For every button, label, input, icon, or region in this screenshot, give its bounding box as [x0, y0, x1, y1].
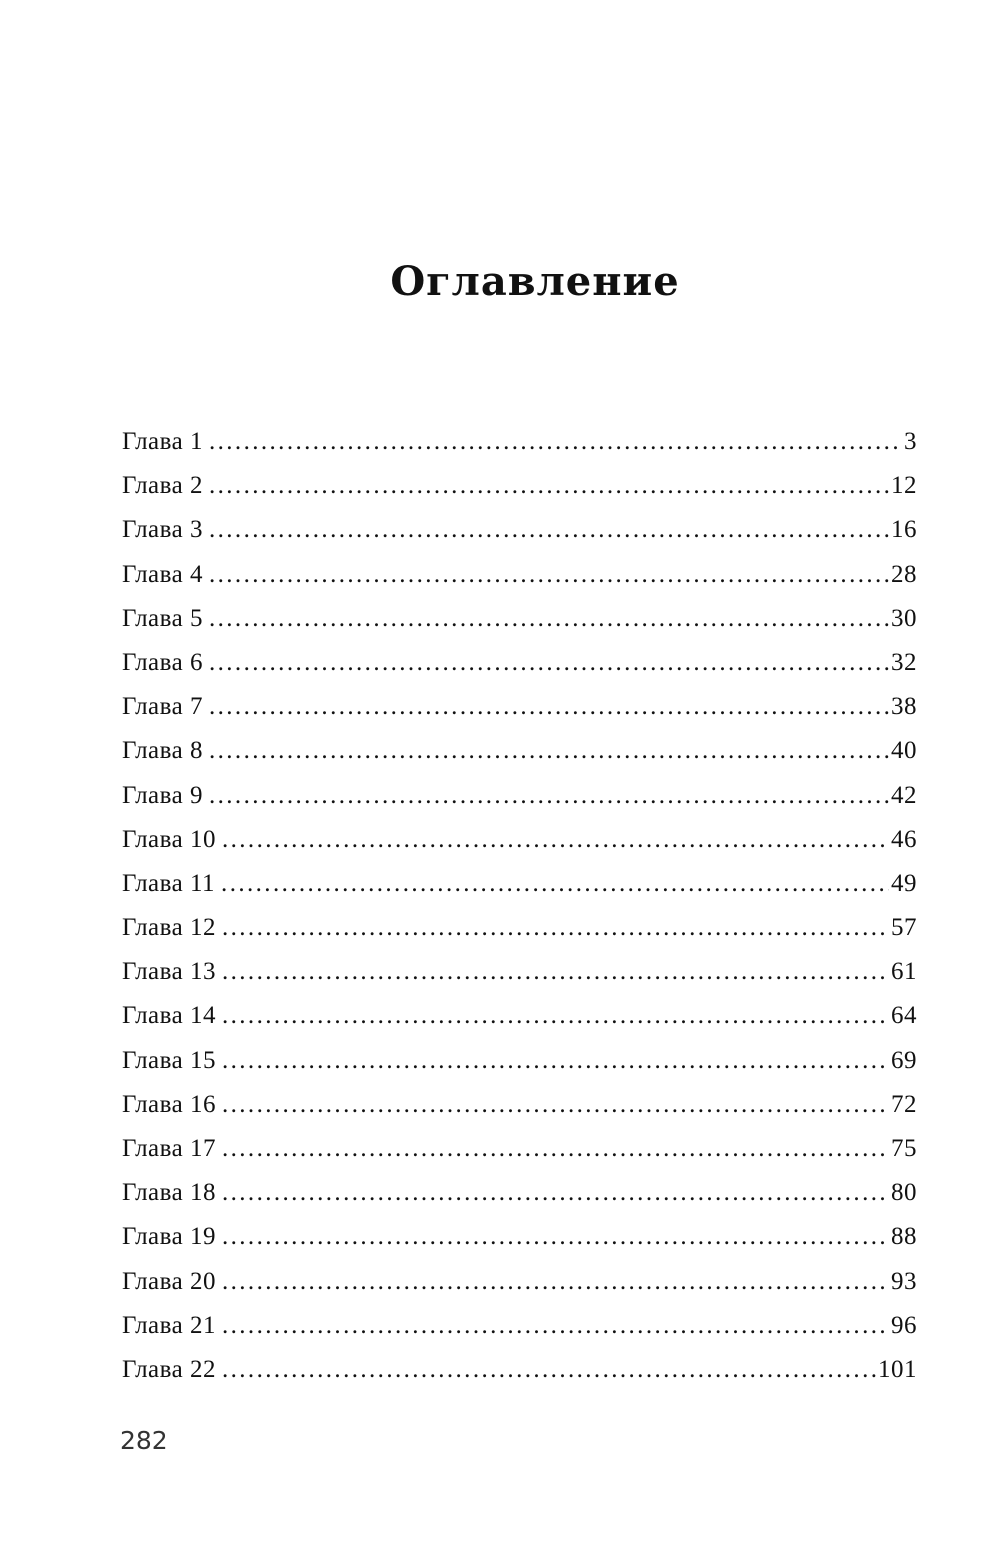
- toc-entry-label: Глава 19: [122, 1223, 216, 1251]
- table-of-contents: [122, 420, 917, 1392]
- toc-entry-label: Глава 7: [122, 693, 203, 721]
- toc-entry-page: 61: [891, 958, 917, 986]
- toc-entry-page: 40: [891, 737, 917, 765]
- toc-entry-page: 3: [904, 428, 917, 455]
- toc-entry-label: Глава 21: [122, 1311, 216, 1339]
- dot-leader: [222, 1215, 889, 1259]
- toc-entry[interactable]: [122, 1171, 917, 1215]
- toc-entry-label: Глава 17: [122, 1135, 216, 1162]
- page-title: Оглавление: [390, 258, 680, 305]
- dot-leader: [209, 685, 889, 729]
- toc-entry[interactable]: [122, 994, 917, 1038]
- toc-entry-label: Глава 5: [122, 604, 203, 632]
- dot-leader: [222, 994, 889, 1038]
- toc-entry[interactable]: [122, 1348, 917, 1392]
- toc-entry[interactable]: [122, 420, 917, 464]
- toc-entry-page: 28: [891, 560, 917, 588]
- toc-entry-label: Глава 11: [122, 869, 216, 897]
- toc-entry-page: 46: [891, 825, 917, 853]
- toc-entry-label: Глава 14: [122, 1002, 216, 1030]
- toc-entry-page: 49: [891, 869, 917, 897]
- toc-entry[interactable]: [122, 1260, 917, 1304]
- toc-entry[interactable]: [122, 862, 917, 906]
- dot-leader: [222, 1127, 889, 1171]
- toc-entry[interactable]: [122, 464, 917, 508]
- toc-entry-label: Глава 15: [122, 1046, 216, 1074]
- toc-entry-page: 38: [891, 693, 917, 721]
- toc-entry-page: 57: [891, 914, 917, 942]
- dot-leader: [222, 950, 889, 994]
- toc-entry-page: 42: [891, 781, 917, 809]
- toc-entry-label: Глава 1: [122, 428, 203, 455]
- dot-leader: [209, 553, 889, 597]
- toc-entry-label: Глава 18: [122, 1179, 216, 1207]
- toc-entry[interactable]: [122, 597, 917, 641]
- dot-leader: [209, 508, 889, 552]
- toc-entry[interactable]: [122, 950, 917, 994]
- toc-entry-page: 32: [891, 648, 917, 676]
- toc-entry[interactable]: [122, 1127, 917, 1171]
- toc-entry-label: Глава 6: [122, 648, 203, 676]
- dot-leader: [221, 862, 889, 906]
- toc-entry-label: Глава 3: [122, 516, 203, 544]
- toc-entry-page: 93: [891, 1267, 917, 1295]
- toc-entry[interactable]: [122, 1215, 917, 1259]
- dot-leader: [222, 1304, 889, 1348]
- dot-leader: [209, 597, 889, 641]
- toc-entry-label: Глава 10: [122, 825, 216, 853]
- toc-entry-page: 72: [891, 1090, 917, 1118]
- toc-entry-label: Глава 12: [122, 914, 216, 942]
- toc-entry-page: 30: [891, 604, 917, 632]
- dot-leader: [222, 1083, 889, 1127]
- dot-leader: [222, 1348, 876, 1392]
- toc-entry-page: 101: [878, 1355, 917, 1383]
- toc-entry-label: Глава 16: [122, 1090, 216, 1118]
- toc-entry-label: Глава 8: [122, 737, 203, 765]
- dot-leader: [209, 420, 902, 464]
- dot-leader: [209, 464, 889, 508]
- toc-entry[interactable]: [122, 729, 917, 773]
- toc-entry[interactable]: [122, 1304, 917, 1348]
- toc-entry[interactable]: [122, 641, 917, 685]
- dot-leader: [222, 1039, 889, 1083]
- dot-leader: [222, 906, 889, 950]
- toc-entry-page: 69: [891, 1046, 917, 1074]
- toc-entry-page: 80: [891, 1179, 917, 1207]
- toc-entry-label: Глава 9: [122, 781, 203, 809]
- toc-entry[interactable]: [122, 818, 917, 862]
- toc-entry-page: 75: [891, 1135, 917, 1162]
- dot-leader: [222, 818, 889, 862]
- toc-entry-page: 96: [891, 1311, 917, 1339]
- toc-entry-label: Глава 20: [122, 1267, 216, 1295]
- toc-entry-page: 16: [891, 516, 917, 544]
- toc-entry-label: Глава 4: [122, 560, 203, 588]
- dot-leader: [222, 1171, 889, 1215]
- toc-entry[interactable]: [122, 774, 917, 818]
- toc-entry[interactable]: [122, 906, 917, 950]
- toc-entry-page: 12: [891, 472, 917, 500]
- toc-entry-label: Глава 22: [122, 1355, 216, 1383]
- toc-entry[interactable]: [122, 685, 917, 729]
- toc-entry-label: Глава 13: [122, 958, 216, 986]
- toc-entry-page: 88: [891, 1223, 917, 1251]
- dot-leader: [209, 641, 889, 685]
- toc-entry[interactable]: [122, 553, 917, 597]
- toc-entry[interactable]: [122, 508, 917, 552]
- dot-leader: [222, 1260, 889, 1304]
- toc-entry[interactable]: [122, 1083, 917, 1127]
- toc-entry-page: 64: [891, 1002, 917, 1030]
- toc-entry-label: Глава 2: [122, 472, 203, 500]
- page-number: 282: [120, 1426, 168, 1455]
- toc-entry[interactable]: [122, 1039, 917, 1083]
- dot-leader: [209, 774, 889, 818]
- dot-leader: [209, 729, 889, 773]
